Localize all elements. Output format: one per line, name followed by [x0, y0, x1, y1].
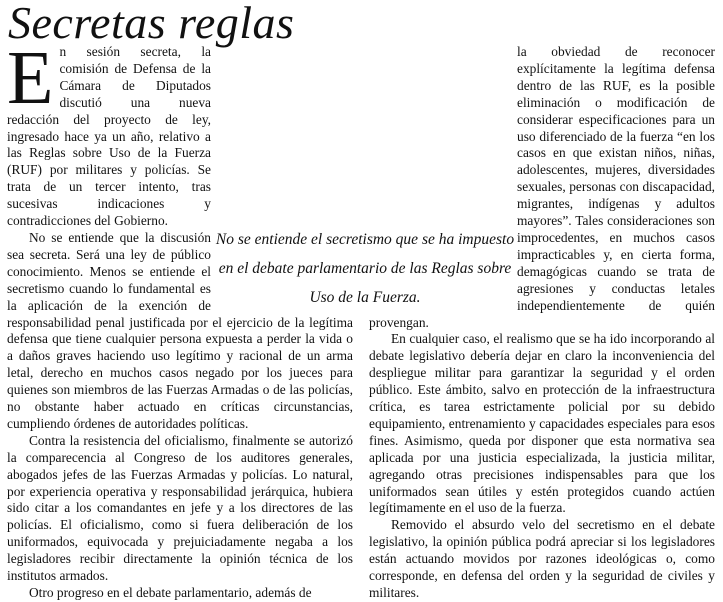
pull-quote: No se entiende el secretismo que se ha impuesto en el debate parlamentario de las Reglas sobre Uso de la Fuerza. [215, 217, 515, 312]
article-headline: Secretas reglas [8, 0, 295, 48]
paragraph-1 [7, 36, 353, 230]
paragraph-4: Otro progreso en el debate parlamentario, además de [29, 585, 312, 600]
paragraph-7: Removido el absurdo velo del secretismo en el debate legislativo, la opinión pública podrá apreciar si los legisladores están actuando movidos por razones ideológicas o, como corresponde, en defensa del orden y la seguridad de civiles y militares. [369, 517, 715, 600]
paragraph-1-text: n sesión secreta, la comisión de Defensa de la Cámara de Diputados discutió una nueva redacción del proyecto de ley, ingresado hace ya un año, relativo a las Reglas sobre Uso de la Fuerza (RUF) por militares y policías. Se trata de un tercer intento, tras sucesivas indicaciones y contradicciones del Gobierno. [7, 44, 211, 229]
paragraph-3: Contra la resistencia del oficialismo, finalmente se autorizó la comparecencia al Congreso de los auditores generales, abogados jefes de las Fuerzas Armadas y policías. Lo natural, por experiencia operativa y responsabilidad jerárquica, hubiera sido citar a los comandantes en jefe y a los directores de las policías. El oficialismo, como si fuera deliberación de los uniformados, equivocada y prejuiciadamente negaba a los legisladores recibir directamente la opinión técnica de los institutos armados. [7, 432, 353, 584]
drop-cap: E [7, 36, 54, 120]
paragraph-5: la obviedad de reconocer explícitamente la legítima defensa dentro de las RUF, es la posible eliminación o modificación de considerar especificaciones para un uso diferenciado de la fuerza “en los casos en que existan niños, niñas, adolescentes, mujeres, diversidades sexuales, personas con discapacidad, migrantes, indígenas y adultos mayores”. Tales consideraciones son improcedentes, en muchos casos impracticables y, en cierta forma, demagógicas cuando se trata de agresiones y conductas letales independientemente de quién provengan. [369, 44, 715, 330]
paragraph-6: En cualquier caso, el realismo que se ha ido incorporando al debate legislativo debería dejar en claro la inconveniencia del despliegue militar para garantizar la seguridad y el orden público. Este ámbito, salvo en protección de la infraestructura crítica, es tarea estrictamente policial por su debido equipamiento, entrenamiento y capacidades especiales para esos fines. Asimismo, queda por disponer que esta normativa sea aplicada por una justicia especializada, la justicia militar, agregando otras precisiones indispensables para que los uniformados sean útiles y estén protegidos cuando actúen legítimamente en el uso de la fuerza. [369, 331, 715, 516]
paragraph-2: No se entiende que la discusión sea secreta. Será una ley de público conocimiento. Menos se entiende el secretismo cuando lo fundamental es la aplicación de la exención de responsabilidad penal justificada por el ejercicio de la legítima defensa que tiene cualquier persona expuesta a perder la vida o a daños graves haciendo uso legítimo y racional de un arma letal, derecho en muchos casos negado por los jueces para quienes son miembros de las Fuerzas Armadas o de las policías, no obstante haber actuado en críticas circunstancias, cumpliendo órdenes de autoridades políticas. [7, 229, 353, 431]
